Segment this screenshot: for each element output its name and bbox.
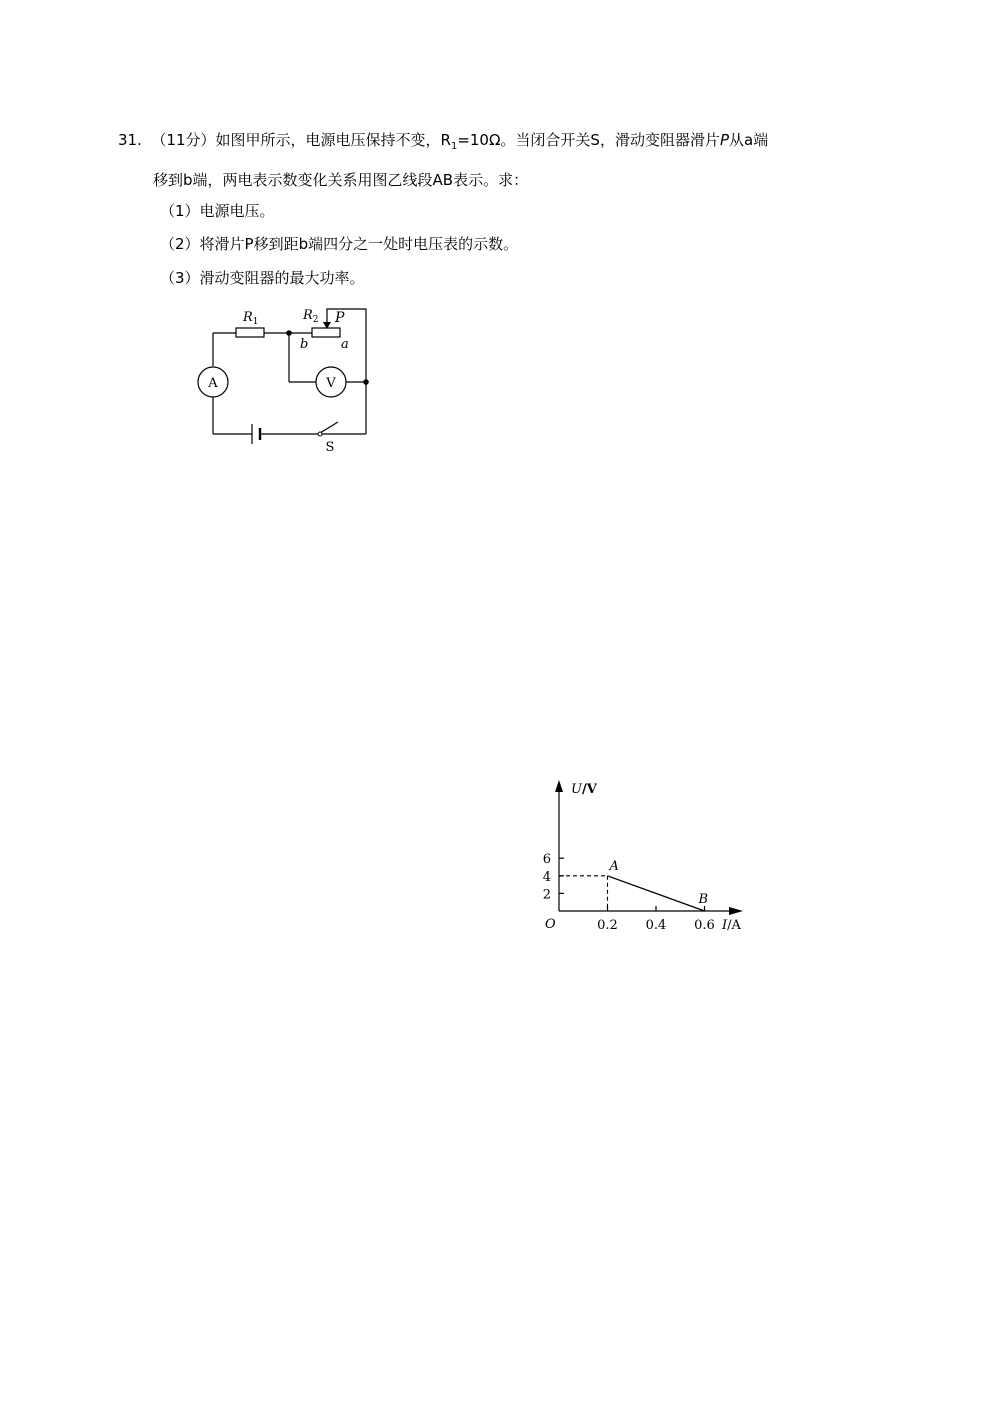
r1-label: $R_1$	[243, 310, 259, 327]
rheostat-r2	[312, 328, 340, 337]
x-tick-label: 0.2	[597, 918, 618, 933]
slider-symbol: P	[719, 131, 730, 149]
circuit-diagram	[190, 300, 390, 460]
end-a-label: a	[341, 337, 349, 352]
question-stem-part-b: =10Ω。当闭合开关S，滑动变阻器滑片	[457, 131, 720, 149]
question-stem-part-c: 从a端	[729, 131, 769, 149]
point-b-label: B	[698, 892, 709, 907]
sub-question-1: （1）电源电压。	[160, 202, 275, 220]
y-tick-label: 4	[542, 869, 551, 885]
y-tick-label: 2	[542, 887, 551, 903]
origin-label: O	[545, 917, 556, 932]
r2-label: $R_2$	[303, 308, 319, 325]
end-b-label: b	[300, 337, 309, 352]
x-axis-label: I/A	[722, 918, 741, 933]
x-tick-label: 0.6	[694, 918, 715, 933]
question-stem-line2: 移到b端，两电表示数变化关系用图乙线段AB表示。求：	[153, 171, 529, 189]
resistor-r1	[236, 328, 264, 337]
junction-dot	[286, 330, 292, 336]
sub-question-3: （3）滑动变阻器的最大功率。	[160, 269, 365, 287]
switch-blade	[320, 422, 338, 433]
y-axis-arrow-icon	[555, 780, 563, 792]
question-number: 31.	[118, 131, 142, 149]
x-axis-arrow-icon	[729, 907, 743, 915]
ammeter-label: A	[208, 376, 218, 391]
switch-label: S	[325, 440, 335, 455]
slider-label: P	[335, 310, 345, 326]
question-points: （11分）	[151, 131, 216, 149]
segment-ab	[608, 876, 705, 911]
question-stem-part-a: 如图甲所示，电源电压保持不变，R	[215, 131, 451, 149]
question-stem-line1	[118, 130, 768, 157]
y-axis-label: U/V	[571, 782, 597, 797]
ui-graph	[530, 770, 760, 940]
point-a-label: A	[609, 858, 619, 874]
switch-contact	[318, 432, 322, 436]
junction-dot	[363, 379, 369, 385]
x-tick-label: 0.4	[645, 918, 667, 933]
y-tick-label: 6	[542, 852, 551, 868]
sub-question-2: （2）将滑片P移到距b端四分之一处时电压表的示数。	[160, 235, 519, 253]
voltmeter-label: V	[326, 376, 336, 391]
r1-subscript: 1	[450, 141, 458, 152]
